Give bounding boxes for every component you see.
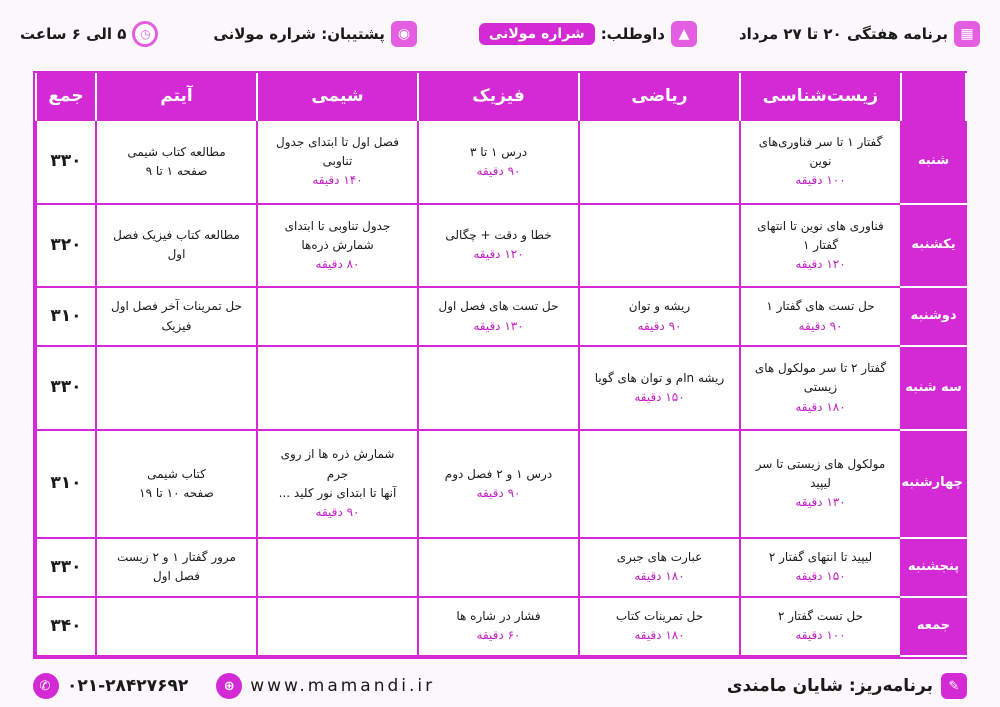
chemistry-topic-line: تناوبی <box>322 154 353 169</box>
item-cell <box>96 538 257 597</box>
table-row <box>36 346 966 430</box>
physics-topic-line: حل تست های فصل اول <box>438 299 559 314</box>
total-cell: ۳۳۰ <box>36 538 96 597</box>
chemistry-topic-line: شمارش ذره‌ها <box>301 237 374 252</box>
physics-duration: ۶۰ دقیقه <box>476 628 521 643</box>
item-line: مرور گفتار ۱ و ۲ زیست <box>117 550 236 565</box>
physics-cell <box>418 346 579 430</box>
physics-duration: ۱۲۰ دقیقه <box>473 247 524 262</box>
chemistry-duration: ۹۰ دقیقه <box>315 504 360 519</box>
biology-duration: ۹۰ دقیقه <box>798 318 843 333</box>
math-cell <box>579 120 740 204</box>
hours-group <box>20 21 158 47</box>
planner-group <box>727 673 967 699</box>
item-line: صفحه ۱۰ تا ۱۹ <box>139 485 214 500</box>
physics-topic-line: درس ۱ تا ۳ <box>469 144 528 159</box>
total-cell: ۳۳۰ <box>36 346 96 430</box>
col-header-item: آیتم <box>96 73 257 120</box>
chemistry-cell <box>257 430 418 538</box>
physics-duration: ۹۰ دقیقه <box>476 163 521 178</box>
item-cell <box>96 346 257 430</box>
schedule-title: برنامه هفتگی ۲۰ تا ۲۷ مرداد <box>738 25 948 43</box>
col-header-total: جمع <box>36 73 96 120</box>
math-topic-line: ریشه و توان <box>628 299 691 314</box>
table-header-row <box>36 73 966 120</box>
corner-cell <box>901 73 966 120</box>
math-cell <box>579 204 740 288</box>
biology-topic-line: لیپید <box>810 476 831 491</box>
planner-name: برنامه‌ریز: شایان مامندی <box>726 676 933 696</box>
math-topic-line: حل تمرینات کتاب <box>615 609 704 624</box>
day-cell: پنجشنبه <box>901 538 966 597</box>
biology-topic-line: لیپید تا انتهای گفتار ۲ <box>768 550 873 565</box>
col-header-biology: زیست‌شناسی <box>740 73 901 120</box>
biology-topic-line: گفتار ۱ <box>802 237 839 252</box>
math-duration: ۹۰ دقیقه <box>637 318 682 333</box>
biology-topic-line: مولکول های زیستی تا سر <box>755 456 886 471</box>
graduation-cap-icon: ▲ <box>671 21 697 47</box>
biology-duration: ۱۸۰ دقیقه <box>795 399 846 414</box>
biology-topic-line: حل تست های گفتار ۱ <box>766 299 875 314</box>
table-row <box>36 204 966 288</box>
footer-bar <box>33 670 967 702</box>
pencil-icon: ✎ <box>941 673 967 699</box>
chemistry-duration: ۸۰ دقیقه <box>315 256 360 271</box>
col-header-chemistry: شیمی <box>257 73 418 120</box>
item-line: صفحه ۱ تا ۹ <box>145 163 208 178</box>
physics-cell <box>418 430 579 538</box>
chemistry-topic-line: فصل اول تا ابتدای جدول <box>276 134 399 149</box>
item-cell <box>96 120 257 204</box>
biology-topic-line: فناوری های نوین تا انتهای <box>757 218 884 233</box>
table-row <box>36 538 966 597</box>
math-duration: ۱۵۰ دقیقه <box>634 389 685 404</box>
biology-topic-line: نوین <box>809 154 832 169</box>
total-cell: ۳۱۰ <box>36 430 96 538</box>
physics-topic-line: فشار در شاره ها <box>456 609 541 624</box>
day-cell: جمعه <box>901 597 966 656</box>
phone-icon: ✆ <box>33 673 59 699</box>
day-cell: دوشنبه <box>901 287 966 346</box>
physics-cell <box>418 597 579 656</box>
physics-duration: ۹۰ دقیقه <box>476 485 521 500</box>
biology-duration: ۱۵۰ دقیقه <box>795 569 846 584</box>
item-cell <box>96 287 257 346</box>
headset-icon: ◉ <box>391 21 417 47</box>
schedule-title-group <box>739 21 980 47</box>
day-cell: شنبه <box>901 120 966 204</box>
table-row <box>36 287 966 346</box>
total-cell: ۳۴۰ <box>36 597 96 656</box>
item-line: فصل اول <box>153 569 200 584</box>
chemistry-topic-line: جدول تناوبی تا ابتدای <box>284 218 391 233</box>
weekly-schedule-table <box>33 71 967 659</box>
chemistry-cell <box>257 287 418 346</box>
physics-topic-line: درس ۱ و ۲ فصل دوم <box>444 466 553 481</box>
daily-hours: ۵ الی ۶ ساعت <box>20 25 127 43</box>
day-cell: سه شنبه <box>901 346 966 430</box>
item-cell <box>96 430 257 538</box>
physics-cell <box>418 204 579 288</box>
col-header-math: ریاضی <box>579 73 740 120</box>
math-topic-line: عبارت های جبری <box>616 550 703 565</box>
biology-cell <box>740 597 901 656</box>
biology-duration: ۱۲۰ دقیقه <box>795 256 846 271</box>
website-group <box>216 673 435 699</box>
math-cell <box>579 538 740 597</box>
chemistry-cell <box>257 597 418 656</box>
biology-topic-line: گفتار ۱ تا سر فناوری‌های <box>758 134 883 149</box>
stopwatch-icon: ◷ <box>132 21 158 47</box>
chemistry-topic-line: شمارش ذره ها از روی جرم <box>280 447 395 481</box>
math-duration: ۱۸۰ دقیقه <box>634 628 685 643</box>
physics-cell <box>418 287 579 346</box>
physics-topic-line: خطا و دقت + چگالی <box>445 228 552 243</box>
globe-icon: ⊕ <box>216 673 242 699</box>
total-cell: ۳۱۰ <box>36 287 96 346</box>
header-bar <box>20 12 980 56</box>
student-label: داوطلب: <box>600 25 665 43</box>
biology-cell <box>740 430 901 538</box>
chemistry-duration: ۱۴۰ دقیقه <box>312 173 363 188</box>
table-row <box>36 120 966 204</box>
total-cell: ۳۲۰ <box>36 204 96 288</box>
website-link[interactable]: www.mamandi.ir <box>250 676 436 696</box>
table-row <box>36 597 966 656</box>
item-cell <box>96 597 257 656</box>
day-cell: یکشنبه <box>901 204 966 288</box>
item-line: فیزیک <box>161 318 192 333</box>
phone-number[interactable]: ۰۲۱-۲۸۴۲۷۶۹۲ <box>67 676 189 696</box>
math-topic-line: ریشه nام و توان های گویا <box>594 370 725 385</box>
col-header-physics: فیزیک <box>418 73 579 120</box>
biology-cell <box>740 204 901 288</box>
item-line: مطالعه کتاب فیزیک فصل <box>113 228 240 243</box>
biology-cell <box>740 346 901 430</box>
biology-duration: ۱۰۰ دقیقه <box>795 173 846 188</box>
chemistry-cell <box>257 346 418 430</box>
total-cell: ۳۳۰ <box>36 120 96 204</box>
math-cell <box>579 287 740 346</box>
chemistry-cell <box>257 120 418 204</box>
support-label: پشتیبان: شراره مولانی <box>213 25 385 43</box>
math-duration: ۱۸۰ دقیقه <box>634 569 685 584</box>
item-cell <box>96 204 257 288</box>
biology-cell <box>740 287 901 346</box>
biology-topic-line: زیستی <box>803 380 838 395</box>
math-cell <box>579 430 740 538</box>
biology-duration: ۱۰۰ دقیقه <box>795 628 846 643</box>
support-group <box>213 21 417 47</box>
math-cell <box>579 597 740 656</box>
student-group <box>479 21 697 47</box>
item-line: مطالعه کتاب شیمی <box>127 144 226 159</box>
biology-duration: ۱۳۰ دقیقه <box>795 495 846 510</box>
physics-cell <box>418 538 579 597</box>
item-line: کتاب شیمی <box>147 466 206 481</box>
student-name-badge: شراره مولانی <box>479 23 595 45</box>
table-row <box>36 430 966 538</box>
day-cell: چهارشنبه <box>901 430 966 538</box>
biology-cell <box>740 120 901 204</box>
item-line: حل تمرینات آخر فصل اول <box>110 299 243 314</box>
biology-cell <box>740 538 901 597</box>
item-line: اول <box>167 247 186 262</box>
biology-topic-line: گفتار ۲ تا سر مولکول های <box>754 361 887 376</box>
chemistry-cell <box>257 204 418 288</box>
physics-duration: ۱۳۰ دقیقه <box>473 318 524 333</box>
phone-group <box>33 673 188 699</box>
calendar-icon: ▦ <box>954 21 980 47</box>
physics-cell <box>418 120 579 204</box>
math-cell <box>579 346 740 430</box>
chemistry-topic-line: آنها تا ابتدای نور کلید ... <box>278 485 397 500</box>
chemistry-cell <box>257 538 418 597</box>
biology-topic-line: حل تست گفتار ۲ <box>777 609 864 624</box>
